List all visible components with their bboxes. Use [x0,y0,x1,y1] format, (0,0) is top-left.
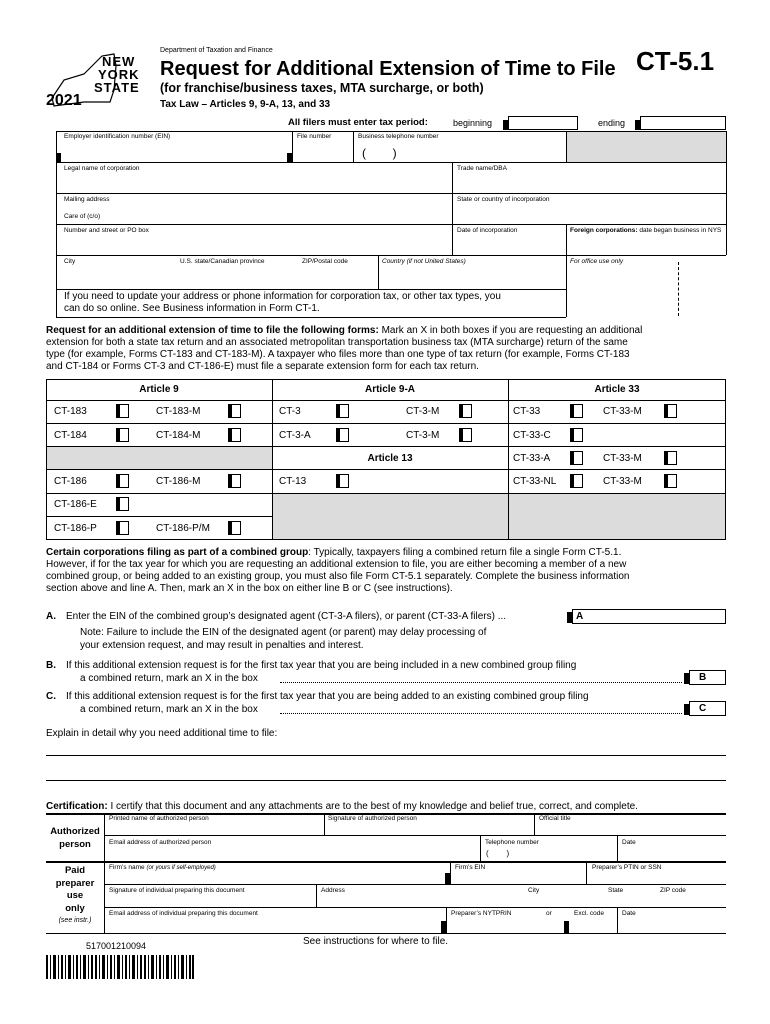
form-label-ct183: CT-183 [54,406,87,417]
state-incorp-label: State or country of incorporation [457,196,550,203]
address-label: Address [321,887,345,894]
form-label-ct33a: CT-33-A [513,453,551,464]
explain-line-2[interactable] [46,780,726,781]
logo-state: STATE [94,80,140,95]
article-9-header: Article 9 [139,384,179,395]
trade-name-label: Trade name/DBA [457,165,507,172]
signature-preparer-label: Signature of individual preparing this document [109,887,245,894]
form-label-ct33m: CT-33-M [603,406,642,417]
id-grey-area [566,131,726,162]
department-name: Department of Taxation and Finance [160,47,273,54]
authorized-person-label: Authorized person [50,826,100,850]
state-province-label: U.S. state/Canadian province [180,258,265,265]
form-label-ct33nl: CT-33-NL [513,476,557,487]
form-title: Request for Additional Extension of Time to File [160,58,616,80]
checkbox-ct33m[interactable] [664,404,677,418]
ein-label: Employer identification number (EIN) [64,133,171,140]
form-label-ct3m-2: CT-3-M [406,430,440,441]
line-c-text-1: If this additional extension request is for the first tax year that you are being added to an existing combined group filing [66,691,589,702]
checkbox-ct33c[interactable] [570,428,583,442]
line-b-text-1: If this additional extension request is for the first tax year that you are being included in a new combined group filing [66,660,577,671]
form-label-ct186p: CT-186-P [54,523,97,534]
checkbox-ct33nl[interactable] [570,474,583,488]
line-c-text-2: a combined return, mark an X in the box [80,704,258,715]
certification-text: Certification: I certify that this document and any attachments are to the best of my knowledge and belief true, correct, and complete. [46,801,638,812]
checkbox-ct186m[interactable] [228,474,241,488]
checkbox-ct183m[interactable] [228,404,241,418]
checkbox-ct13[interactable] [336,474,349,488]
firm-name-label: Firm’s name (or yours if self-employed) [109,864,216,871]
zip-preparer-label: ZIP code [660,887,686,894]
ein-input[interactable] [62,142,284,160]
checkbox-ct186e[interactable] [116,497,129,511]
form-label-ct3a: CT-3-A [279,430,311,441]
zip-label: ZIP/Postal code [302,258,348,265]
signature-label: Signature of authorized person [328,815,417,822]
date-label: Date [622,839,636,846]
checkbox-ct186pm[interactable] [228,521,241,535]
office-use-dashed [678,262,679,316]
file-number-label: File number [297,133,332,140]
form-label-ct33: CT-33 [513,406,541,417]
line-b-leader [280,682,682,683]
line-c-box-label: C [699,703,707,714]
line-c-label: C. [46,691,56,702]
period-beginning-input[interactable] [508,116,578,130]
form-label-ct186e: CT-186-E [54,499,97,510]
checkbox-ct3a[interactable] [336,428,349,442]
checkbox-ct3[interactable] [336,404,349,418]
articles-table [46,379,726,540]
form-label-ct33m-3: CT-33-M [603,476,642,487]
nytprin-label: Preparer’s NYTPRIN [451,910,512,917]
explain-line-1[interactable] [46,755,726,756]
city-preparer-label: City [528,887,540,894]
checkbox-ct33m-3[interactable] [664,474,677,488]
excl-code-label: Excl. code [574,910,604,917]
checkbox-ct3m[interactable] [459,404,472,418]
foreign-corp-label: Foreign corporations: date began business in NYS [570,227,722,234]
form-label-ct183m: CT-183-M [156,406,201,417]
state-preparer-label: State [608,887,624,894]
form-year: 2021 [46,92,82,109]
printed-name-label: Printed name of authorized person [109,815,209,822]
date-incorp-label: Date of incorporation [457,227,518,234]
period-ending-label: ending [598,118,626,128]
line-a-box[interactable] [572,609,726,624]
checkbox-ct184[interactable] [116,428,129,442]
tax-period-label: All filers must enter tax period: [288,117,428,128]
update-note-1: If you need to update your address or phone information for corporation tax, or other tax types, you [64,291,501,302]
phone-parens[interactable]: ( ) [362,146,397,160]
email-preparer-label: Email address of individual preparing this document [109,910,258,917]
form-label-ct3: CT-3 [279,406,301,417]
care-of-label: Care of (c/o) [64,213,101,220]
checkbox-ct33m-2[interactable] [664,451,677,465]
phone-label: Business telephone number [358,133,439,140]
certification-table [46,813,726,933]
logo-new: NEW [102,54,136,69]
checkbox-ct186p[interactable] [116,521,129,535]
paid-preparer-label: Paid preparer use only (see instr.) [55,865,95,924]
or-label: or [546,910,552,917]
mailing-address-label: Mailing address [64,196,110,203]
form-label-ct186pm: CT-186-P/M [156,523,210,534]
line-a-note-2: your extension request, and may result in penalties and interest. [80,640,364,651]
form-id: CT-5.1 [636,46,715,76]
where-to-file: See instructions for where to file. [303,936,449,947]
update-note-2: can do so online. See Business information in Form CT-1. [64,303,320,314]
line-a-text: Enter the EIN of the combined group’s designated agent (CT-3-A filers), or parent (CT-33-A filers) ... [66,611,507,622]
country-label: Country (if not United States) [382,258,466,265]
ptin-label: Preparer’s PTIN or SSN [592,864,662,871]
barcode-icon [46,955,194,979]
legal-name-label: Legal name of corporation [64,165,140,172]
logo-york: YORK [98,67,140,82]
line-a-label: A. [46,611,56,622]
line-a-note-1: Note: Failure to include the EIN of the designated agent (or parent) may delay processing of [80,627,487,638]
article-13-header: Article 13 [367,453,413,464]
line-c-box[interactable] [689,701,726,716]
period-ending-input[interactable] [640,116,726,130]
checkbox-ct33a[interactable] [570,451,583,465]
date-preparer-label: Date [622,910,636,917]
city-label: City [64,258,76,265]
checkbox-ct183[interactable] [116,404,129,418]
period-beginning-label: beginning [453,118,493,128]
checkbox-ct184m[interactable] [228,428,241,442]
checkbox-ct3m-2[interactable] [459,428,472,442]
form-label-ct186m: CT-186-M [156,476,201,487]
telephone-parens[interactable]: ( ) [486,849,510,858]
office-use-label: For office use only [570,258,624,265]
line-c-leader [280,713,682,714]
firm-ein-label: Firm’s EIN [455,864,486,871]
article-33-header: Article 33 [594,384,640,395]
checkbox-ct33[interactable] [570,404,583,418]
form-label-ct3m: CT-3-M [406,406,440,417]
form-subtitle: (for franchise/business taxes, MTA surcharge, or both) [160,81,484,95]
form-label-ct13: CT-13 [279,476,307,487]
line-b-box[interactable] [689,670,726,685]
form-label-ct33c: CT-33-C [513,430,551,441]
checkbox-ct186[interactable] [116,474,129,488]
request-paragraph: Request for an additional extension of time to file the following forms: Mark an X in both boxes if you are requesting an additional extension for both a state tax return and an associated metropolitan transportation business tax (MTA surcharge) return of the same type (for example, Forms CT-183 and CT-183-M). A taxpayer who files more than one type of tax return (for example, Forms CT-183 and CT-184 or Forms CT-3 and CT-186-E) must file a separate extension form for each tax return. [46,325,643,372]
form-label-ct184: CT-184 [54,430,87,441]
form-label-ct184m: CT-184-M [156,430,201,441]
telephone-label: Telephone number [485,839,539,846]
line-a-box-label: A [576,611,584,622]
email-authorized-label: Email address of authorized person [109,839,212,846]
nys-logo [44,50,156,112]
official-title-label: Official title [539,815,571,822]
form-label-ct33m-2: CT-33-M [603,453,642,464]
article-9a-header: Article 9-A [364,384,415,395]
tax-law: Tax Law – Articles 9, 9-A, 13, and 33 [160,99,331,110]
number-street-label: Number and street or PO box [64,227,149,234]
form-label-ct186: CT-186 [54,476,87,487]
combined-group-paragraph: Certain corporations filing as part of a combined group: Typically, taxpayers filing a combined return file a single Form CT-5.1. However, if for the tax year for which you are requesting an additional extension to file, you are either becoming a member of a new combined group, or being added to an existing group, you must also file Form CT-5.1 separately. Complete the business information section above and line A. Then, mark an X in the box on either line B or C (see instructions). [46,547,630,594]
line-b-text-2: a combined return, mark an X in the box [80,673,258,684]
line-b-box-label: B [699,672,707,683]
barcode-number: 517001210094 [86,941,147,951]
explain-label: Explain in detail why you need additional time to file: [46,728,278,739]
line-b-label: B. [46,660,56,671]
